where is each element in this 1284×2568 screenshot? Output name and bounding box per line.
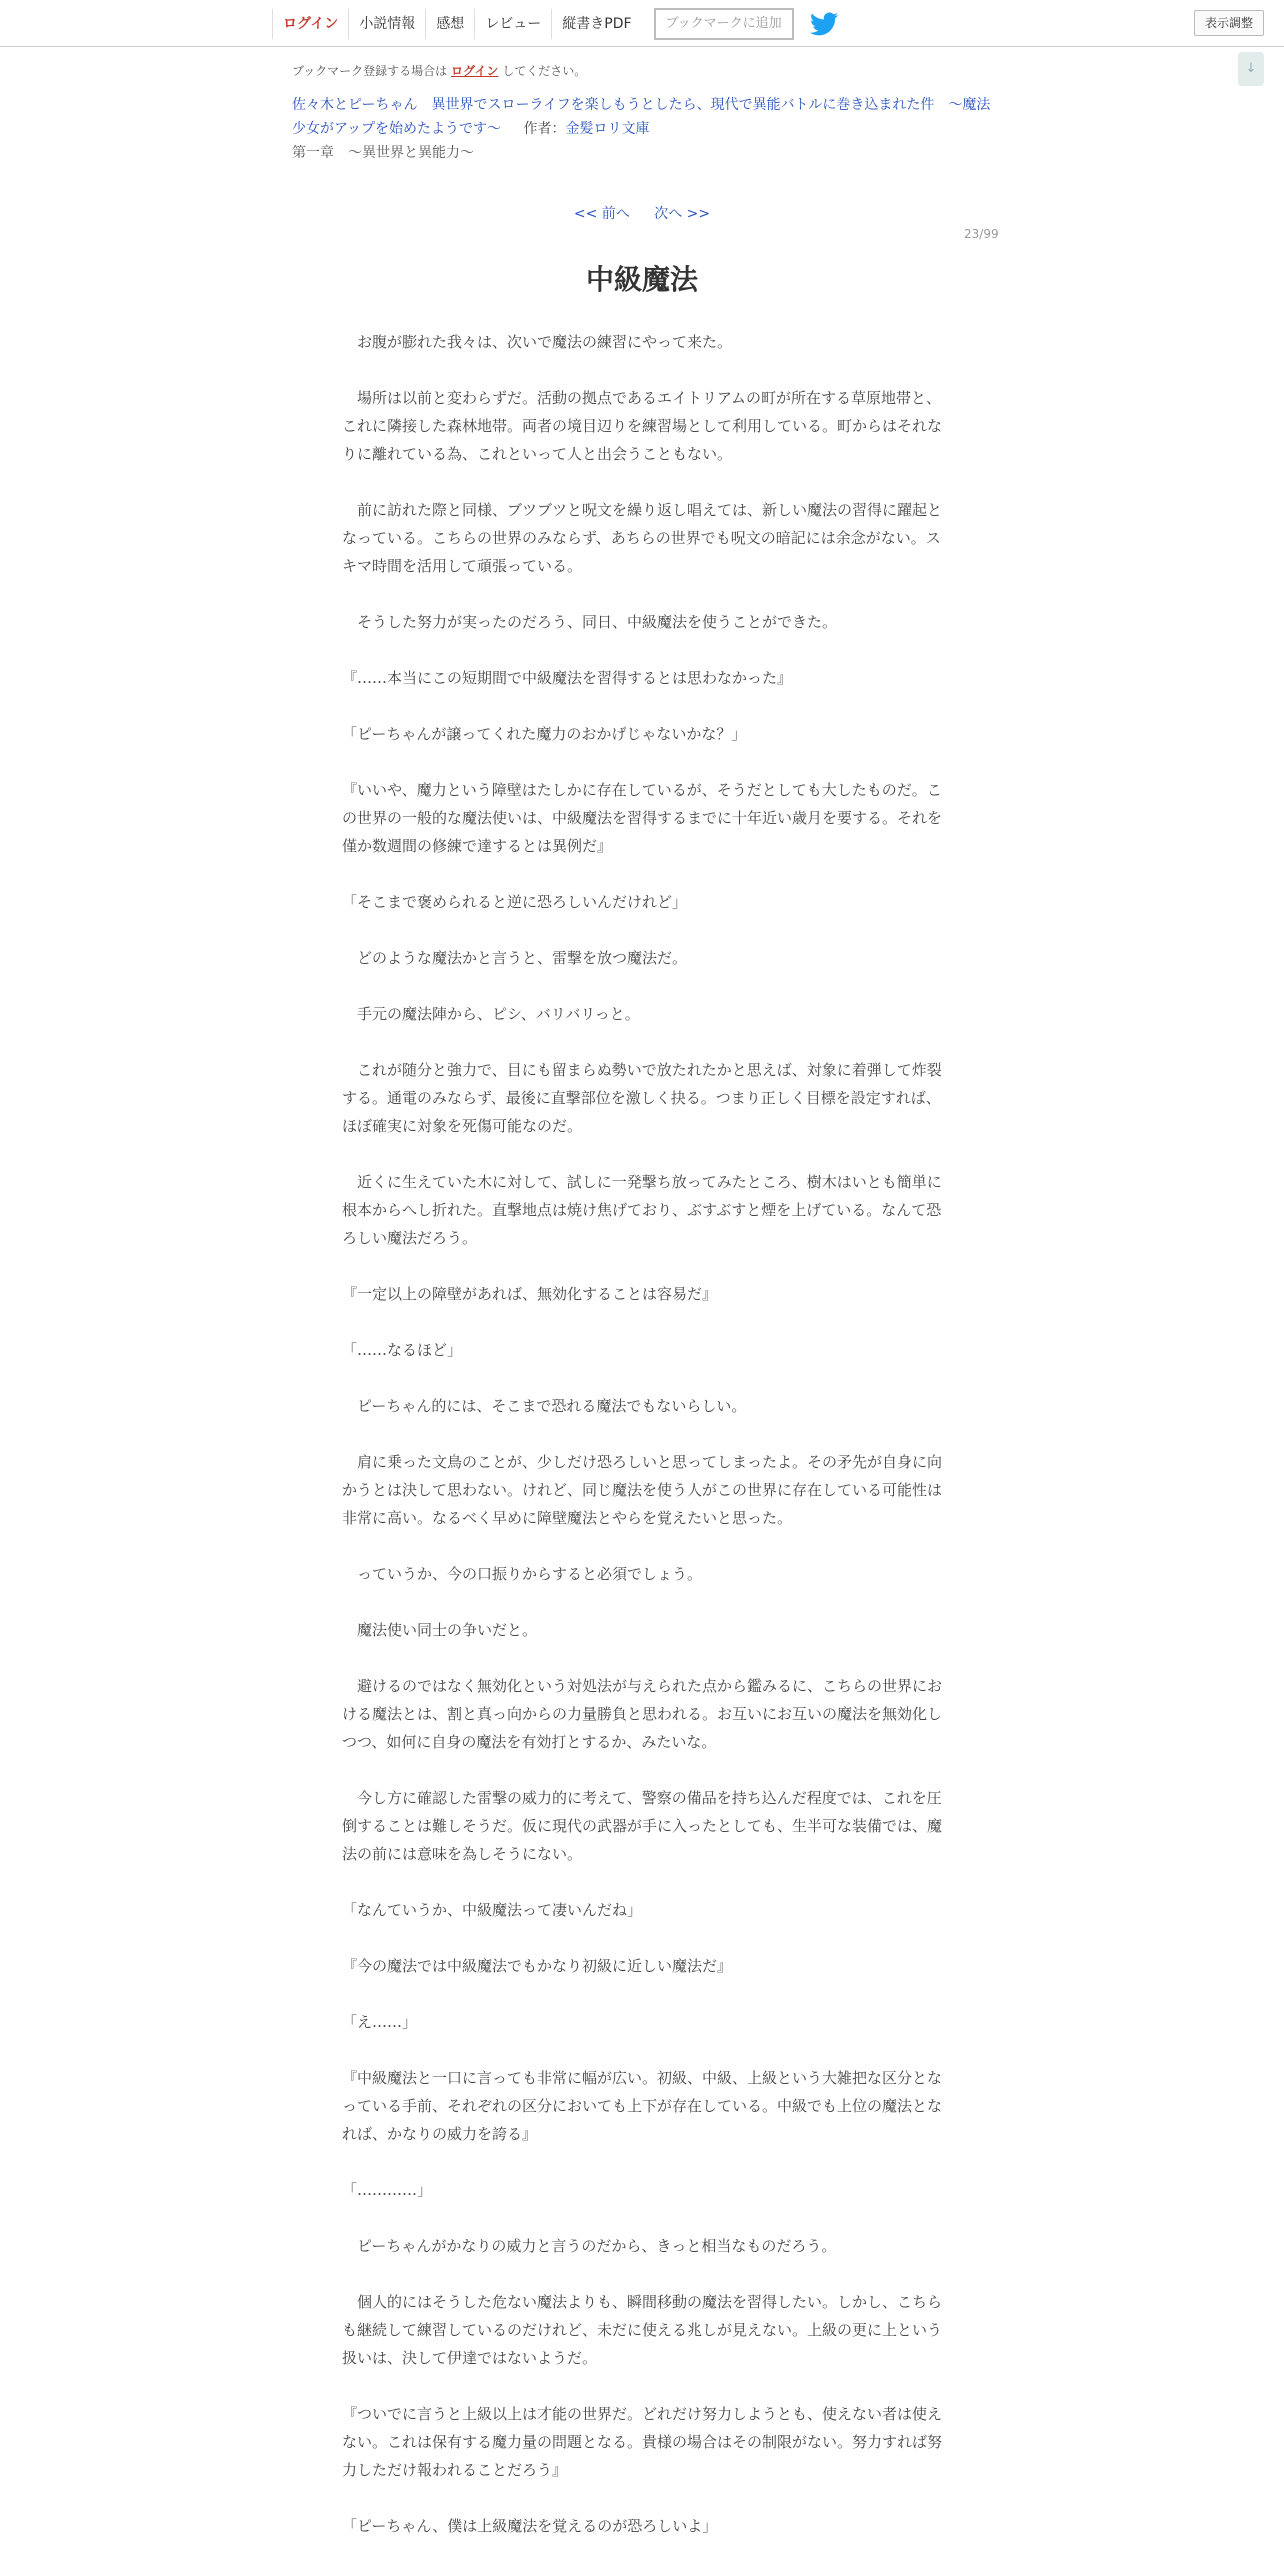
body-paragraph: 「ピーちゃんが譲ってくれた魔力のおかげじゃないかな？」 <box>342 725 747 743</box>
novel-title-link[interactable]: 佐々木とピーちゃん 異世界でスローライフを楽しもうとしたら、現代で異能バトルに巻き込まれた件 ～魔法少女がアップを始めたようです～ <box>292 97 991 137</box>
body-paragraph: ピーちゃん的には、そこまで恐れる魔法でもないらしい。 <box>342 1397 747 1415</box>
body-paragraph: 「……なるほど」 <box>342 1341 463 1359</box>
body-paragraph: 「ピーちゃん、僕は上級魔法を覚えるのが恐ろしいよ」 <box>342 2517 718 2535</box>
body-paragraph: 『いいや、魔力という障壁はたしかに存在しているが、そうだとしても大したものだ。この世界の一般的な魔法使いは、中級魔法を習得するまでに十年近い歳月を要する。それを僅か数週間の修練で達するとは異例だ』 <box>342 781 943 855</box>
body-paragraph: 『今の魔法では中級魔法でもかなり初級に近しい魔法だ』 <box>342 1957 733 1975</box>
twitter-icon[interactable] <box>810 12 838 36</box>
next-page-link[interactable]: 次へ >> <box>654 206 711 222</box>
nav-impressions[interactable]: 感想 <box>425 9 474 39</box>
novel-title-line <box>292 93 992 141</box>
author-label: 作者： <box>523 121 566 137</box>
body-paragraph: っていうか、今の口振りからすると必須でしょう。 <box>342 1565 703 1583</box>
author-link[interactable]: 金髪ロリ文庫 <box>565 121 650 137</box>
login-link[interactable]: ログイン <box>451 64 499 78</box>
body-paragraph: 前に訪れた際と同様、ブツブツと呪文を繰り返し唱えては、新しい魔法の習得に躍起となっている。こちらの世界のみならず、あちらの世界でも呪文の暗記には余念がない。スキマ時間を活用して頑張っている。 <box>342 501 943 575</box>
episode-body <box>342 328 942 2568</box>
body-paragraph: 手元の魔法陣から、ピシ、バリバリっと。 <box>342 1005 640 1023</box>
add-bookmark-button[interactable]: ブックマークに追加 <box>654 8 794 40</box>
body-paragraph: 魔法使い同士の争いだと。 <box>342 1621 538 1639</box>
nav-vertical-pdf[interactable]: 縦書きPDF <box>551 9 641 39</box>
main-nav <box>272 6 838 42</box>
nav-novel-info[interactable]: 小説情報 <box>348 9 425 39</box>
body-paragraph: 「そこまで褒められると逆に恐ろしいんだけれど」 <box>342 893 688 911</box>
body-paragraph: お腹が膨れた我々は、次いで魔法の練習にやって来た。 <box>342 333 733 351</box>
body-paragraph: 『ついでに言うと上級以上は才能の世界だ。どれだけ努力しようとも、使えない者は使えない。これは保有する魔力量の問題となる。貴様の場合はその制限がない。努力すれば努力しただけ報われることだろう』 <box>342 2405 943 2479</box>
novel-meta <box>292 62 992 165</box>
body-paragraph: 「…………」 <box>342 2181 433 2199</box>
prev-page-link[interactable]: << 前へ <box>573 206 630 222</box>
nav-review[interactable]: レビュー <box>474 9 551 39</box>
login-note: ブックマーク登録する場合は ログイン してください。 <box>292 64 587 78</box>
nav-login[interactable]: ログイン <box>272 9 348 39</box>
page-counter: 23/99 <box>964 227 999 241</box>
body-paragraph: これが随分と強力で、目にも留まらぬ勢いで放たれたかと思えば、対象に着弾して炸裂する。通電のみならず、最後に直撃部位を激しく抉る。つまり正しく目標を設定すれば、ほぼ確実に対象を死傷可能なのだ。 <box>342 1061 942 1135</box>
body-paragraph: 個人的にはそうした危ない魔法よりも、瞬間移動の魔法を習得したい。しかし、こちらも継続して練習しているのだけれど、未だに使える兆しが見えない。上級の更に上という扱いは、決して伊達ではないようだ。 <box>342 2293 943 2367</box>
body-paragraph: 肩に乗った文鳥のことが、少しだけ恐ろしいと思ってしまったよ。その矛先が自身に向かうとは決して思わない。けれど、同じ魔法を使う人がこの世界に存在している可能性は非常に高い。なるべく早めに障壁魔法とやらを覚えたいと思った。 <box>342 1453 943 1527</box>
display-settings-button[interactable]: 表示調整 <box>1194 10 1264 36</box>
scroll-down-tab[interactable]: ↓ <box>1238 52 1264 86</box>
body-paragraph: 「なんていうか、中級魔法って凄いんだね」 <box>342 1901 643 1919</box>
body-paragraph: 『一定以上の障壁があれば、無効化することは容易だ』 <box>342 1285 718 1303</box>
body-paragraph: 『……本当にこの短期間で中級魔法を習得するとは思わなかった』 <box>342 669 793 687</box>
body-paragraph: 『中級魔法と一口に言っても非常に幅が広い。初級、中級、上級という大雑把な区分となっている手前、それぞれの区分においても上下が存在している。中級でも上位の魔法となれば、かなりの威力を誇る』 <box>342 2069 943 2143</box>
body-paragraph: 避けるのではなく無効化という対処法が与えられた点から鑑みるに、こちらの世界における魔法とは、割と真っ向からの力量勝負と思われる。お互いにお互いの魔法を無効化しつつ、如何に自身の魔法を有効打とするか、みたいな。 <box>342 1677 943 1751</box>
body-paragraph: 今し方に確認した雷撃の威力的に考えて、警察の備品を持ち込んだ程度では、これを圧倒することは難しそうだ。仮に現代の武器が手に入ったとしても、生半可な装備では、魔法の前には意味を為しそうにない。 <box>342 1789 943 1863</box>
episode-title: 中級魔法 <box>585 263 698 296</box>
header-bar <box>0 0 1284 47</box>
body-paragraph: 「え……」 <box>342 2013 418 2031</box>
pager <box>0 203 1284 223</box>
body-paragraph: そうした努力が実ったのだろう、同日、中級魔法を使うことができた。 <box>342 613 838 631</box>
body-paragraph: 場所は以前と変わらずだ。活動の拠点であるエイトリアムの町が所在する草原地帯と、これに隣接した森林地帯。両者の境目辺りを練習場として利用している。町からはそれなりに離れている為、これといって人と出会うこともない。 <box>342 389 943 463</box>
body-paragraph: 近くに生えていた木に対して、試しに一発撃ち放ってみたところ、樹木はいとも簡単に根本からへし折れた。直撃地点は焼け焦げており、ぶすぶすと煙を上げている。なんて恐ろしい魔法だろう。 <box>342 1173 942 1247</box>
body-paragraph: どのような魔法かと言うと、雷撃を放つ魔法だ。 <box>342 949 688 967</box>
chapter-title: 第一章 ～異世界と異能力～ <box>292 145 474 161</box>
body-paragraph: ピーちゃんがかなりの威力と言うのだから、きっと相当なものだろう。 <box>342 2237 837 2255</box>
